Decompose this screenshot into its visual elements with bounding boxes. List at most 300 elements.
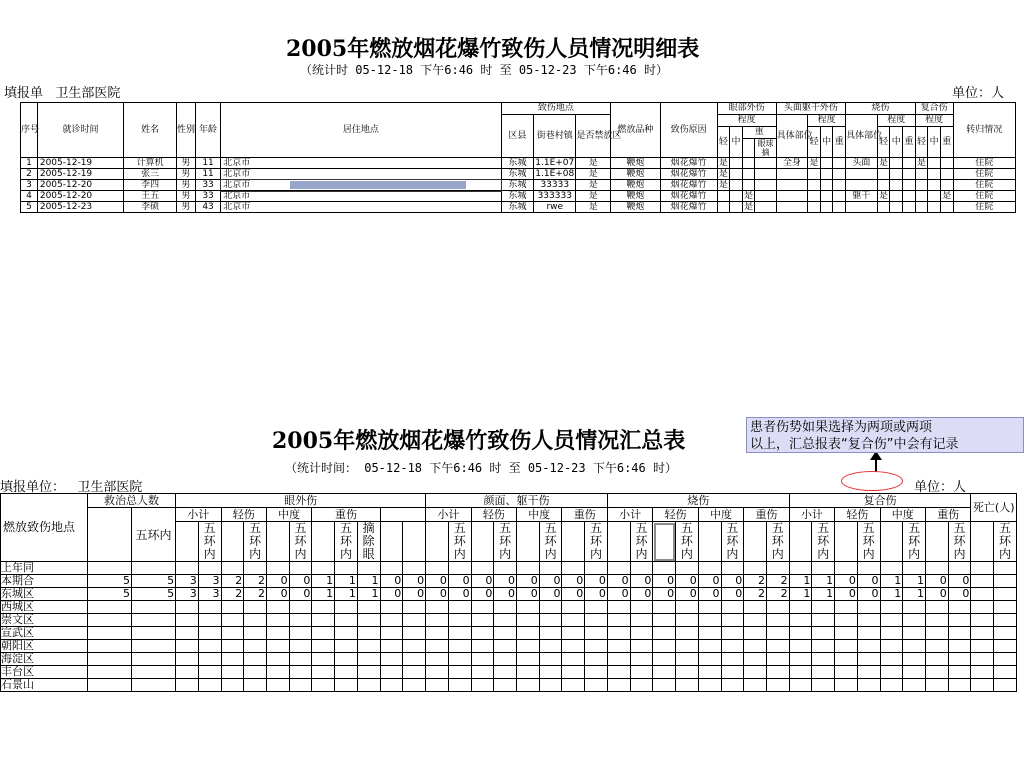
cell-type[interactable]: 鞭炮 (611, 180, 661, 191)
summary-cell[interactable] (289, 614, 312, 627)
summary-cell[interactable] (971, 575, 994, 588)
summary-cell[interactable] (721, 653, 744, 666)
summary-cell[interactable] (812, 679, 835, 692)
cell-street[interactable]: 333333 (534, 191, 576, 202)
summary-cell[interactable] (176, 562, 199, 575)
summary-cell[interactable] (87, 614, 131, 627)
summary-cell[interactable]: 0 (857, 575, 880, 588)
summary-cell[interactable] (244, 627, 267, 640)
summary-cell[interactable]: 0 (653, 575, 676, 588)
summary-cell[interactable] (789, 614, 812, 627)
summary-cell[interactable]: 0 (380, 575, 403, 588)
cell-ban[interactable]: 是 (576, 180, 611, 191)
summary-cell[interactable] (857, 601, 880, 614)
summary-cell[interactable] (539, 627, 562, 640)
cell-eye-s[interactable] (742, 180, 755, 191)
summary-cell[interactable] (289, 627, 312, 640)
summary-cell[interactable]: 0 (698, 575, 721, 588)
cell-eye-m[interactable] (730, 191, 743, 202)
summary-cell[interactable] (948, 679, 971, 692)
summary-cell[interactable] (335, 679, 358, 692)
cell-burn-l[interactable]: 是 (879, 158, 889, 168)
summary-cell[interactable] (562, 562, 585, 575)
summary-cell[interactable] (994, 679, 1017, 692)
summary-cell[interactable] (994, 640, 1017, 653)
summary-cell[interactable] (676, 653, 699, 666)
cell-ht-s[interactable] (833, 191, 846, 202)
cell-address[interactable]: 北京市 (221, 202, 501, 213)
summary-cell[interactable] (312, 640, 335, 653)
summary-cell[interactable] (244, 562, 267, 575)
summary-cell[interactable] (335, 627, 358, 640)
cell-burn-m[interactable] (890, 158, 903, 169)
summary-cell[interactable] (653, 562, 676, 575)
summary-cell[interactable] (994, 627, 1017, 640)
summary-cell[interactable] (812, 653, 835, 666)
cell-ht-m[interactable] (820, 202, 833, 213)
summary-cell[interactable]: 1 (312, 575, 335, 588)
cell-address[interactable] (221, 180, 501, 191)
summary-cell[interactable] (357, 640, 380, 653)
summary-cell[interactable] (426, 562, 449, 575)
cell-time[interactable]: 2005-12-23 (37, 202, 123, 213)
summary-cell[interactable] (857, 627, 880, 640)
summary-cell[interactable] (971, 640, 994, 653)
summary-cell[interactable] (744, 640, 767, 653)
summary-cell[interactable] (87, 679, 131, 692)
summary-cell[interactable] (766, 640, 789, 653)
summary-cell[interactable] (994, 588, 1017, 601)
summary-cell[interactable] (244, 666, 267, 679)
summary-cell[interactable] (176, 640, 199, 653)
summary-cell[interactable] (948, 666, 971, 679)
summary-cell[interactable] (87, 666, 131, 679)
cell-eye-m[interactable] (730, 158, 743, 169)
summary-cell[interactable]: 0 (721, 588, 744, 601)
summary-cell[interactable] (403, 653, 426, 666)
summary-cell[interactable] (87, 653, 131, 666)
summary-cell[interactable] (380, 640, 403, 653)
summary-cell[interactable] (539, 640, 562, 653)
cell-burn-m[interactable] (890, 191, 903, 202)
summary-cell[interactable]: 1 (335, 575, 358, 588)
summary-cell[interactable] (494, 679, 517, 692)
summary-cell[interactable] (494, 666, 517, 679)
cell-burn-s[interactable] (903, 191, 916, 202)
summary-cell[interactable] (380, 627, 403, 640)
summary-cell[interactable] (880, 562, 903, 575)
summary-cell[interactable]: 1 (903, 575, 926, 588)
cell-cause[interactable]: 烟花爆竹 (660, 158, 717, 169)
summary-cell[interactable] (198, 679, 221, 692)
summary-cell[interactable]: 0 (630, 588, 653, 601)
summary-cell[interactable] (812, 666, 835, 679)
summary-cell[interactable] (971, 614, 994, 627)
summary-cell[interactable] (880, 666, 903, 679)
cell-burn-s[interactable] (903, 158, 916, 169)
summary-cell[interactable] (812, 614, 835, 627)
summary-cell[interactable] (925, 653, 948, 666)
summary-cell[interactable] (630, 679, 653, 692)
summary-cell[interactable]: 1 (880, 588, 903, 601)
summary-cell[interactable] (630, 562, 653, 575)
summary-cell[interactable] (380, 614, 403, 627)
summary-cell[interactable] (721, 601, 744, 614)
summary-cell[interactable] (585, 627, 608, 640)
cell-name[interactable]: 计算机 (124, 158, 177, 169)
cell-street[interactable]: 1.1E+08 (535, 169, 575, 179)
summary-cell[interactable] (607, 653, 630, 666)
summary-cell[interactable] (131, 679, 175, 692)
summary-cell[interactable] (289, 653, 312, 666)
summary-cell[interactable] (653, 640, 676, 653)
summary-cell[interactable] (426, 601, 449, 614)
cell-address[interactable]: 北京市 (221, 169, 501, 180)
summary-cell[interactable] (198, 562, 221, 575)
cell-burn-l[interactable] (877, 169, 890, 180)
summary-cell[interactable]: 5 (131, 575, 175, 588)
summary-cell[interactable]: 3 (176, 575, 199, 588)
summary-cell[interactable] (244, 640, 267, 653)
cell-cp-s[interactable]: 是 (942, 191, 952, 201)
summary-cell[interactable] (539, 562, 562, 575)
cell-ht-m[interactable] (820, 180, 833, 191)
summary-cell[interactable]: 0 (607, 575, 630, 588)
cell-burn-m[interactable] (890, 169, 903, 180)
summary-cell[interactable] (176, 666, 199, 679)
cell-eye-s[interactable] (742, 158, 755, 169)
summary-cell[interactable] (380, 653, 403, 666)
summary-cell[interactable] (403, 627, 426, 640)
summary-cell[interactable] (857, 653, 880, 666)
summary-cell[interactable] (562, 666, 585, 679)
summary-cell[interactable] (289, 601, 312, 614)
summary-cell[interactable] (266, 640, 289, 653)
cell-eye-x[interactable] (755, 169, 776, 180)
cell-burn-s[interactable] (903, 180, 916, 191)
summary-cell[interactable] (721, 614, 744, 627)
summary-cell[interactable] (676, 601, 699, 614)
summary-cell[interactable] (630, 601, 653, 614)
cell-time[interactable]: 2005-12-19 (37, 158, 123, 169)
cell-cp-m[interactable] (928, 191, 941, 202)
summary-cell[interactable] (494, 601, 517, 614)
summary-cell[interactable]: 0 (426, 588, 449, 601)
summary-cell[interactable]: 0 (403, 575, 426, 588)
cell-ht-l[interactable] (808, 202, 821, 213)
summary-cell[interactable] (698, 562, 721, 575)
cell-burn-l[interactable] (877, 202, 890, 213)
summary-cell[interactable] (403, 601, 426, 614)
summary-cell[interactable] (607, 640, 630, 653)
summary-cell[interactable]: 0 (721, 575, 744, 588)
summary-cell[interactable] (131, 562, 175, 575)
cell-seq[interactable]: 2 (21, 169, 38, 180)
cell-ht-part[interactable] (776, 169, 808, 180)
summary-cell[interactable] (676, 614, 699, 627)
summary-cell[interactable] (994, 666, 1017, 679)
summary-cell[interactable] (517, 640, 540, 653)
summary-cell[interactable] (266, 666, 289, 679)
summary-cell[interactable]: 0 (539, 588, 562, 601)
summary-cell[interactable] (835, 640, 858, 653)
summary-cell[interactable]: 0 (948, 575, 971, 588)
summary-cell[interactable] (198, 614, 221, 627)
summary-cell[interactable] (948, 562, 971, 575)
summary-cell[interactable] (380, 679, 403, 692)
summary-cell[interactable] (812, 562, 835, 575)
summary-cell[interactable] (426, 627, 449, 640)
summary-cell[interactable] (789, 627, 812, 640)
summary-cell[interactable] (471, 614, 494, 627)
summary-cell[interactable] (948, 614, 971, 627)
summary-cell[interactable] (494, 653, 517, 666)
summary-cell[interactable] (176, 614, 199, 627)
summary-cell[interactable] (221, 601, 244, 614)
summary-cell[interactable] (357, 627, 380, 640)
cell-eye-x[interactable] (755, 180, 776, 191)
summary-cell[interactable]: 0 (517, 588, 540, 601)
summary-cell[interactable]: 0 (494, 575, 517, 588)
summary-cell[interactable] (335, 666, 358, 679)
summary-cell[interactable] (835, 601, 858, 614)
summary-cell[interactable] (880, 627, 903, 640)
cell-eye-m[interactable] (730, 180, 743, 191)
summary-cell[interactable] (789, 562, 812, 575)
summary-cell[interactable] (744, 653, 767, 666)
cell-type[interactable]: 鞭炮 (611, 202, 661, 213)
summary-cell[interactable]: 0 (835, 575, 858, 588)
summary-cell[interactable] (630, 640, 653, 653)
summary-cell[interactable] (562, 614, 585, 627)
summary-cell[interactable]: 1 (812, 588, 835, 601)
summary-cell[interactable]: 0 (607, 588, 630, 601)
cell-eye-m[interactable] (730, 202, 743, 213)
cell-cp-m[interactable] (928, 180, 941, 191)
cell-eye-l[interactable]: 是 (718, 158, 728, 168)
cell-cp-l[interactable] (915, 191, 928, 202)
summary-cell[interactable] (903, 666, 926, 679)
summary-cell[interactable] (471, 627, 494, 640)
cell-eye-l[interactable]: 是 (718, 169, 728, 179)
cell-burn-part[interactable]: 头面 (846, 158, 878, 169)
summary-cell[interactable] (448, 679, 471, 692)
summary-cell[interactable] (198, 666, 221, 679)
summary-cell[interactable] (562, 640, 585, 653)
summary-cell[interactable] (676, 640, 699, 653)
summary-cell[interactable] (221, 614, 244, 627)
summary-cell[interactable] (971, 679, 994, 692)
summary-cell[interactable] (539, 614, 562, 627)
summary-cell[interactable] (812, 640, 835, 653)
summary-cell[interactable]: 0 (403, 588, 426, 601)
cell-type[interactable]: 鞭炮 (611, 169, 661, 180)
cell-ht-part[interactable] (776, 191, 808, 202)
summary-cell[interactable]: 0 (698, 588, 721, 601)
cell-time[interactable]: 2005-12-19 (37, 169, 123, 180)
summary-cell[interactable] (607, 562, 630, 575)
summary-cell[interactable] (857, 679, 880, 692)
summary-cell[interactable]: 0 (471, 575, 494, 588)
cell-seq[interactable]: 3 (21, 180, 38, 191)
summary-cell[interactable] (744, 562, 767, 575)
summary-cell[interactable] (221, 640, 244, 653)
summary-cell[interactable]: 0 (948, 588, 971, 601)
summary-cell[interactable] (426, 653, 449, 666)
summary-cell[interactable] (653, 666, 676, 679)
cell-cause[interactable]: 烟花爆竹 (660, 191, 717, 202)
summary-cell[interactable]: 0 (266, 575, 289, 588)
summary-cell[interactable] (471, 601, 494, 614)
summary-cell[interactable] (585, 562, 608, 575)
summary-cell[interactable] (585, 679, 608, 692)
cell-ban[interactable]: 是 (576, 169, 611, 180)
summary-cell[interactable] (698, 679, 721, 692)
summary-cell[interactable] (653, 627, 676, 640)
cell-ht-l[interactable] (808, 169, 821, 180)
summary-cell[interactable] (131, 666, 175, 679)
cell-time[interactable]: 2005-12-20 (37, 191, 123, 202)
summary-cell[interactable] (471, 640, 494, 653)
summary-cell[interactable]: 2 (221, 575, 244, 588)
summary-cell[interactable] (903, 653, 926, 666)
cell-cp-l[interactable] (915, 169, 928, 180)
summary-cell[interactable] (335, 601, 358, 614)
summary-cell[interactable]: 0 (539, 575, 562, 588)
summary-cell[interactable]: 0 (289, 575, 312, 588)
summary-cell[interactable]: 0 (562, 588, 585, 601)
summary-cell[interactable]: 0 (676, 575, 699, 588)
summary-cell[interactable] (335, 614, 358, 627)
summary-cell[interactable] (698, 640, 721, 653)
summary-cell[interactable] (607, 679, 630, 692)
summary-cell[interactable]: 0 (448, 588, 471, 601)
summary-cell[interactable] (744, 614, 767, 627)
summary-cell[interactable] (903, 614, 926, 627)
cell-time[interactable]: 2005-12-20 (37, 180, 123, 191)
cell-seq[interactable]: 5 (21, 202, 38, 213)
summary-cell[interactable] (357, 679, 380, 692)
summary-cell[interactable] (312, 653, 335, 666)
summary-cell[interactable] (289, 640, 312, 653)
cell-eye-s[interactable] (742, 169, 755, 180)
cell-burn-m[interactable] (890, 180, 903, 191)
summary-cell[interactable] (925, 666, 948, 679)
summary-cell[interactable] (289, 666, 312, 679)
summary-cell[interactable] (585, 653, 608, 666)
cell-cp-s[interactable] (940, 158, 953, 169)
summary-cell[interactable] (994, 653, 1017, 666)
summary-cell[interactable] (494, 640, 517, 653)
summary-cell[interactable]: 0 (517, 575, 540, 588)
summary-cell[interactable] (880, 614, 903, 627)
cell-ht-part[interactable] (776, 202, 808, 213)
summary-cell[interactable] (766, 666, 789, 679)
summary-cell[interactable] (562, 679, 585, 692)
summary-cell[interactable] (880, 653, 903, 666)
cell-district[interactable]: 东城 (501, 169, 534, 180)
cell-eye-l[interactable] (717, 191, 730, 202)
summary-cell[interactable] (266, 653, 289, 666)
summary-cell[interactable] (585, 614, 608, 627)
summary-cell[interactable] (448, 653, 471, 666)
cell-address[interactable]: 北京市 (221, 191, 501, 202)
summary-cell[interactable]: 1 (357, 575, 380, 588)
summary-cell[interactable] (198, 640, 221, 653)
summary-cell[interactable] (676, 627, 699, 640)
cell-cp-m[interactable] (928, 169, 941, 180)
summary-cell[interactable] (721, 640, 744, 653)
summary-cell[interactable] (835, 614, 858, 627)
cell-street[interactable]: 1.1E+07 (535, 158, 575, 168)
cell-ht-s[interactable] (833, 169, 846, 180)
summary-cell[interactable]: 0 (925, 588, 948, 601)
summary-cell[interactable] (766, 562, 789, 575)
summary-cell[interactable] (925, 614, 948, 627)
cell-gender[interactable]: 男 (176, 169, 195, 180)
summary-cell[interactable] (517, 653, 540, 666)
summary-cell[interactable] (403, 666, 426, 679)
summary-cell[interactable] (857, 666, 880, 679)
cell-ht-l[interactable]: 是 (809, 158, 819, 168)
summary-cell[interactable] (539, 653, 562, 666)
cell-burn-s[interactable] (903, 202, 916, 213)
cell-ht-s[interactable] (833, 202, 846, 213)
summary-cell[interactable] (948, 640, 971, 653)
cell-burn-m[interactable] (890, 202, 903, 213)
cell-cp-l[interactable] (915, 202, 928, 213)
summary-cell[interactable] (244, 601, 267, 614)
summary-cell[interactable] (494, 627, 517, 640)
summary-cell[interactable] (653, 601, 676, 614)
summary-cell[interactable]: 0 (585, 588, 608, 601)
summary-cell[interactable]: 1 (312, 588, 335, 601)
summary-cell[interactable] (403, 640, 426, 653)
cell-ht-m[interactable] (820, 191, 833, 202)
summary-cell[interactable] (471, 653, 494, 666)
summary-cell[interactable] (221, 627, 244, 640)
summary-cell[interactable] (448, 627, 471, 640)
summary-cell[interactable] (857, 640, 880, 653)
summary-cell[interactable] (312, 679, 335, 692)
summary-cell[interactable] (835, 653, 858, 666)
summary-cell[interactable] (766, 627, 789, 640)
cell-seq[interactable]: 4 (21, 191, 38, 202)
summary-cell[interactable]: 0 (494, 588, 517, 601)
summary-cell[interactable] (676, 562, 699, 575)
summary-cell[interactable] (857, 614, 880, 627)
cell-gender[interactable]: 男 (176, 202, 195, 213)
cell-seq[interactable]: 1 (21, 158, 38, 169)
summary-cell[interactable] (903, 627, 926, 640)
summary-cell[interactable] (835, 666, 858, 679)
summary-cell[interactable] (744, 601, 767, 614)
summary-cell[interactable] (880, 679, 903, 692)
summary-cell[interactable] (903, 679, 926, 692)
summary-cell[interactable] (721, 666, 744, 679)
cell-district[interactable]: 东城 (501, 202, 534, 213)
cell-cp-l[interactable]: 是 (916, 158, 926, 168)
summary-cell[interactable] (676, 679, 699, 692)
cell-eye-m[interactable] (730, 169, 743, 180)
cell-type[interactable]: 鞭炮 (611, 191, 661, 202)
summary-cell[interactable] (357, 666, 380, 679)
summary-cell[interactable]: 0 (835, 588, 858, 601)
cell-burn-part[interactable] (846, 169, 878, 180)
summary-cell[interactable] (653, 614, 676, 627)
summary-cell[interactable] (903, 562, 926, 575)
summary-cell[interactable]: 5 (87, 575, 131, 588)
